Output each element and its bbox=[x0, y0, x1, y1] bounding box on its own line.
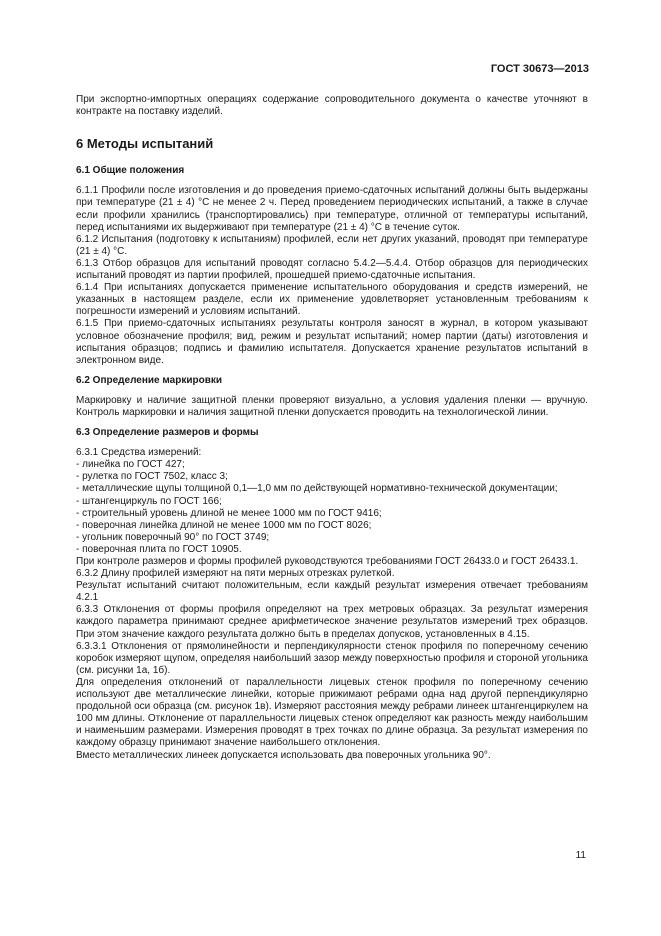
list-item: - поверочная линейка длиной не менее 1000 мм по ГОСТ 8026; bbox=[76, 519, 372, 531]
section-6-heading: 6 Методы испытаний bbox=[76, 136, 214, 152]
paragraph-6-1-1: 6.1.1 Профили после изготовления и до проведения приемо-сдаточных испытаний должны быть выдержаны при температуре (21 ± 4) °С не менее 2 ч. Перед проведением периодических испытаний, а также в случае если профили хранились (транспортировались) при температуре, отличной от температуры испытаний, перед испытаниями их выдерживают при температуре (21 ± 4) °С в течение суток. bbox=[76, 185, 588, 233]
paragraph-6-3-2: 6.3.2 Длину профилей измеряют на пяти мерных отрезках рулеткой. bbox=[76, 568, 395, 580]
instruments-list bbox=[76, 459, 588, 556]
section-6-3-heading: 6.3 Определение размеров и формы bbox=[76, 427, 259, 439]
paragraph-6-1-5: 6.1.5 При приемо-сдаточных испытаниях результаты контроля заносят в журнал, в котором указывают условное обозначение профиля; вид, режим и результат испытаний; номер партии (даты) изготовления и испытания образцов; подпись и фамилию испытателя. Допускается хранение результатов испытаний в электронном виде. bbox=[76, 318, 588, 366]
section-6-1-heading: 6.1 Общие положения bbox=[76, 165, 185, 177]
list-item: - строительный уровень длиной не менее 1000 мм по ГОСТ 9416; bbox=[76, 507, 382, 519]
list-item: - штангенциркуль по ГОСТ 166; bbox=[76, 495, 222, 507]
list-item: - угольник поверочный 90° по ГОСТ 3749; bbox=[76, 531, 270, 543]
list-item: - рулетка по ГОСТ 7502, класс 3; bbox=[76, 471, 228, 483]
paragraph-6-1-2: 6.1.2 Испытания (подготовку к испытаниям) профилей, если нет других указаний, проводят при температуре (21 ± 4) °С. bbox=[76, 233, 588, 257]
paragraph-control: При контроле размеров и формы профилей руководствуются требованиями ГОСТ 26433.0 и ГОСТ 26433.1. bbox=[76, 556, 579, 567]
page-number: 11 bbox=[575, 850, 586, 861]
document-id-header: ГОСТ 30673—2013 bbox=[490, 63, 589, 75]
paragraph-6-3-3: 6.3.3 Отклонения от формы профиля определяют на трех метровых образцах. За результат измерения каждого параметра принимают среднее арифметическое значение результатов измерений трех образцов. При этом значение каждого результата должно быть в пределах допусков, установленных в 4.15. bbox=[76, 604, 588, 640]
paragraph-alternative: Вместо металлических линеек допускается использовать два поверочных угольника 90°. bbox=[76, 749, 491, 761]
paragraph-6-1-3: 6.1.3 Отбор образцов для испытаний проводят согласно 5.4.2—5.4.4. Отбор образцов для периодических испытаний проводят из партии профилей, прошедшей приемо-сдаточные испытания. bbox=[76, 257, 588, 282]
list-item: - поверочная плита по ГОСТ 10905. bbox=[76, 543, 242, 555]
intro-paragraph: При экспортно-импортных операциях содержание сопроводительного документа о качестве уточняют в контракте на поставку изделий. bbox=[76, 94, 588, 118]
paragraph-6-1-4: 6.1.4 При испытаниях допускается применение испытательного оборудования и средств измерений, не указанных в настоящем разделе, если их применение удовлетворяет установленным требованиям к погрешности измерений и условиям испытаний. bbox=[76, 282, 588, 318]
paragraph-6-3-2-result: Результат испытаний считают положительным, если каждый результат измерения отвечает требованиям 4.2.1 bbox=[76, 580, 588, 604]
paragraph-6-2: Маркировку и наличие защитной пленки проверяют визуально, а условия удаления пленки — вручную. Контроль маркировки и наличия защитной пленки допускается проводить на технологической линии. bbox=[76, 394, 588, 418]
paragraph-parallelism: Для определения отклонений от параллельности лицевых стенок профиля по поперечному сечению используют две металлические линейки, которые прижимают ребрами одна над другой перпендикулярно продольной оси образца (см. рисунок 1в). Измеряют расстояния между ребрами линеек штангенциркулем на 100 мм длины. Отклонение от параллельности лицевых стенок определяют как разность между наибольшим и наименьшим размерами. Измерения проводят в трех точках по длине образца. За результат измерения по каждому образцу принимают значение наибольшего отклонения. bbox=[76, 676, 588, 749]
list-item: - линейка по ГОСТ 427; bbox=[76, 459, 185, 471]
paragraph-6-3-3-1: 6.3.3.1 Отклонения от прямолинейности и перпендикулярности стенок профиля по поперечному сечению коробок измеряют щупом, определяя наибольший зазор между поверхностью профиля и стороной угольника (см. рисунки 1а, 1б). bbox=[76, 640, 588, 676]
paragraph-6-3-1: 6.3.1 Средства измерений: bbox=[76, 447, 202, 459]
list-item: - металлические щупы толщиной 0,1—1,0 мм по действующей нормативно-технической документации; bbox=[76, 483, 558, 495]
page-content bbox=[76, 94, 588, 762]
section-6-2-heading: 6.2 Определение маркировки bbox=[76, 374, 222, 386]
